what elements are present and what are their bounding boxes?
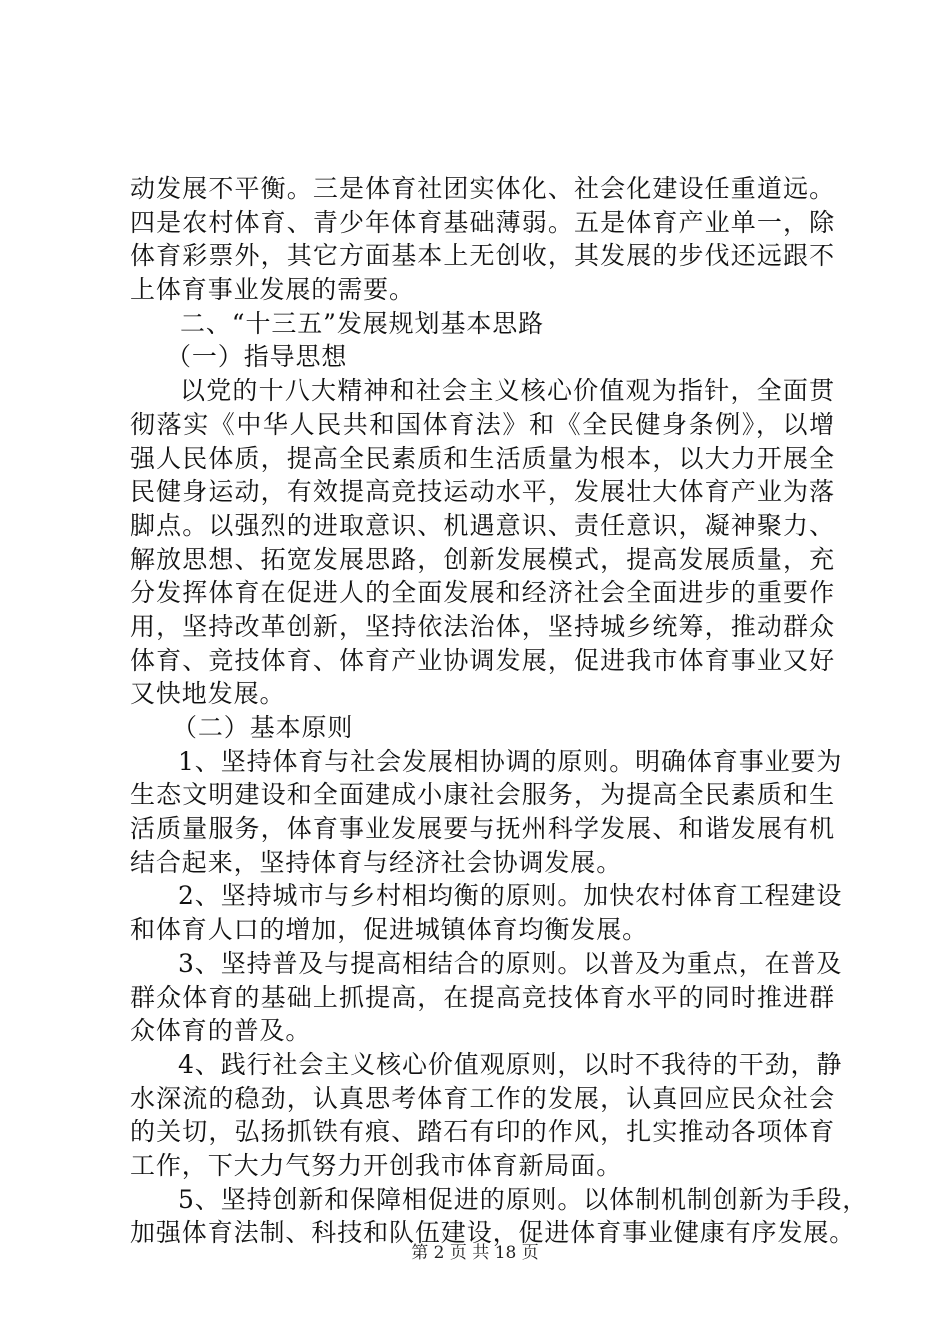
text-line: 民健身运动，有效提高竞技运动水平，发展壮大体育产业为落 bbox=[130, 477, 835, 507]
text-line: 生态文明建设和全面建成小康社会服务，为提高全民素质和生 bbox=[130, 780, 835, 810]
text-line: 体育彩票外，其它方面基本上无创收，其发展的步伐还远跟不 bbox=[130, 241, 835, 271]
paragraph-first-line: 2、坚持城市与乡村相均衡的原则。加快农村体育工程建设 bbox=[178, 881, 843, 911]
section-heading: 二、“十三五”发展规划基本思路 bbox=[180, 308, 545, 338]
text-line: 用，坚持改革创新，坚持依法治体，坚持城乡统筹，推动群众 bbox=[130, 611, 835, 641]
paragraph-first-line: 4、践行社会主义核心价值观原则，以时不我待的干劲，静 bbox=[178, 1049, 843, 1079]
text-line: 体育、竞技体育、体育产业协调发展，促进我市体育事业又好 bbox=[130, 645, 835, 675]
paragraph-first-line: 5、坚持创新和保障相促进的原则。以体制机制创新为手段， bbox=[178, 1184, 869, 1214]
text-line: 水深流的稳劲，认真思考体育工作的发展，认真回应民众社会 bbox=[130, 1083, 835, 1113]
paragraph-first-line: 3、坚持普及与提高相结合的原则。以普及为重点，在普及 bbox=[178, 948, 843, 978]
text-line: 结合起来，坚持体育与经济社会协调发展。 bbox=[130, 847, 623, 877]
subsection-heading: （一）指导思想 bbox=[166, 342, 348, 372]
text-line: 工作，下大力气努力开创我市体育新局面。 bbox=[130, 1150, 623, 1180]
text-line: 强人民体质，提高全民素质和生活质量为根本，以大力开展全 bbox=[130, 443, 835, 473]
text-line: 分发挥体育在促进人的全面发展和经济社会全面进步的重要作 bbox=[130, 578, 835, 608]
text-line: 彻落实《中华人民共和国体育法》和《全民健身条例》，以增 bbox=[130, 409, 835, 439]
text-line: 脚点。以强烈的进取意识、机遇意识、责任意识，凝神聚力、 bbox=[130, 510, 835, 540]
text-line: 上体育事业发展的需要。 bbox=[130, 275, 415, 305]
paragraph-first-line: 以党的十八大精神和社会主义核心价值观为指针，全面贯 bbox=[180, 376, 835, 406]
text-line: 和体育人口的增加，促进城镇体育均衡发展。 bbox=[130, 915, 649, 945]
page-footer bbox=[0, 1241, 950, 1265]
text-line: 的关切，弘扬抓铁有痕、踏石有印的作风，扎实推动各项体育 bbox=[130, 1117, 835, 1147]
paragraph-first-line: 1、坚持体育与社会发展相协调的原则。明确体育事业要为 bbox=[178, 746, 843, 776]
text-line: 加强体育法制、科技和队伍建设，促进体育事业健康有序发展。 bbox=[130, 1218, 856, 1248]
page-number-label: 第 2 页 共 18 页 bbox=[411, 1243, 539, 1263]
text-line: 活质量服务，体育事业发展要与抚州科学发展、和谐发展有机 bbox=[130, 814, 835, 844]
subsection-heading: （二）基本原则 bbox=[172, 713, 354, 742]
document-body bbox=[130, 172, 869, 1250]
text-line: 四是农村体育、青少年体育基础薄弱。五是体育产业单一，除 bbox=[130, 207, 835, 237]
text-line: 动发展不平衡。三是体育社团实体化、社会化建设任重道远。 bbox=[130, 174, 835, 203]
text-line: 群众体育的基础上抓提高，在提高竞技体育水平的同时推进群 bbox=[130, 982, 835, 1012]
text-line: 解放思想、拓宽发展思路，创新发展模式，提高发展质量，充 bbox=[130, 544, 835, 574]
text-line: 众体育的普及。 bbox=[130, 1016, 312, 1046]
text-line: 又快地发展。 bbox=[130, 679, 286, 709]
